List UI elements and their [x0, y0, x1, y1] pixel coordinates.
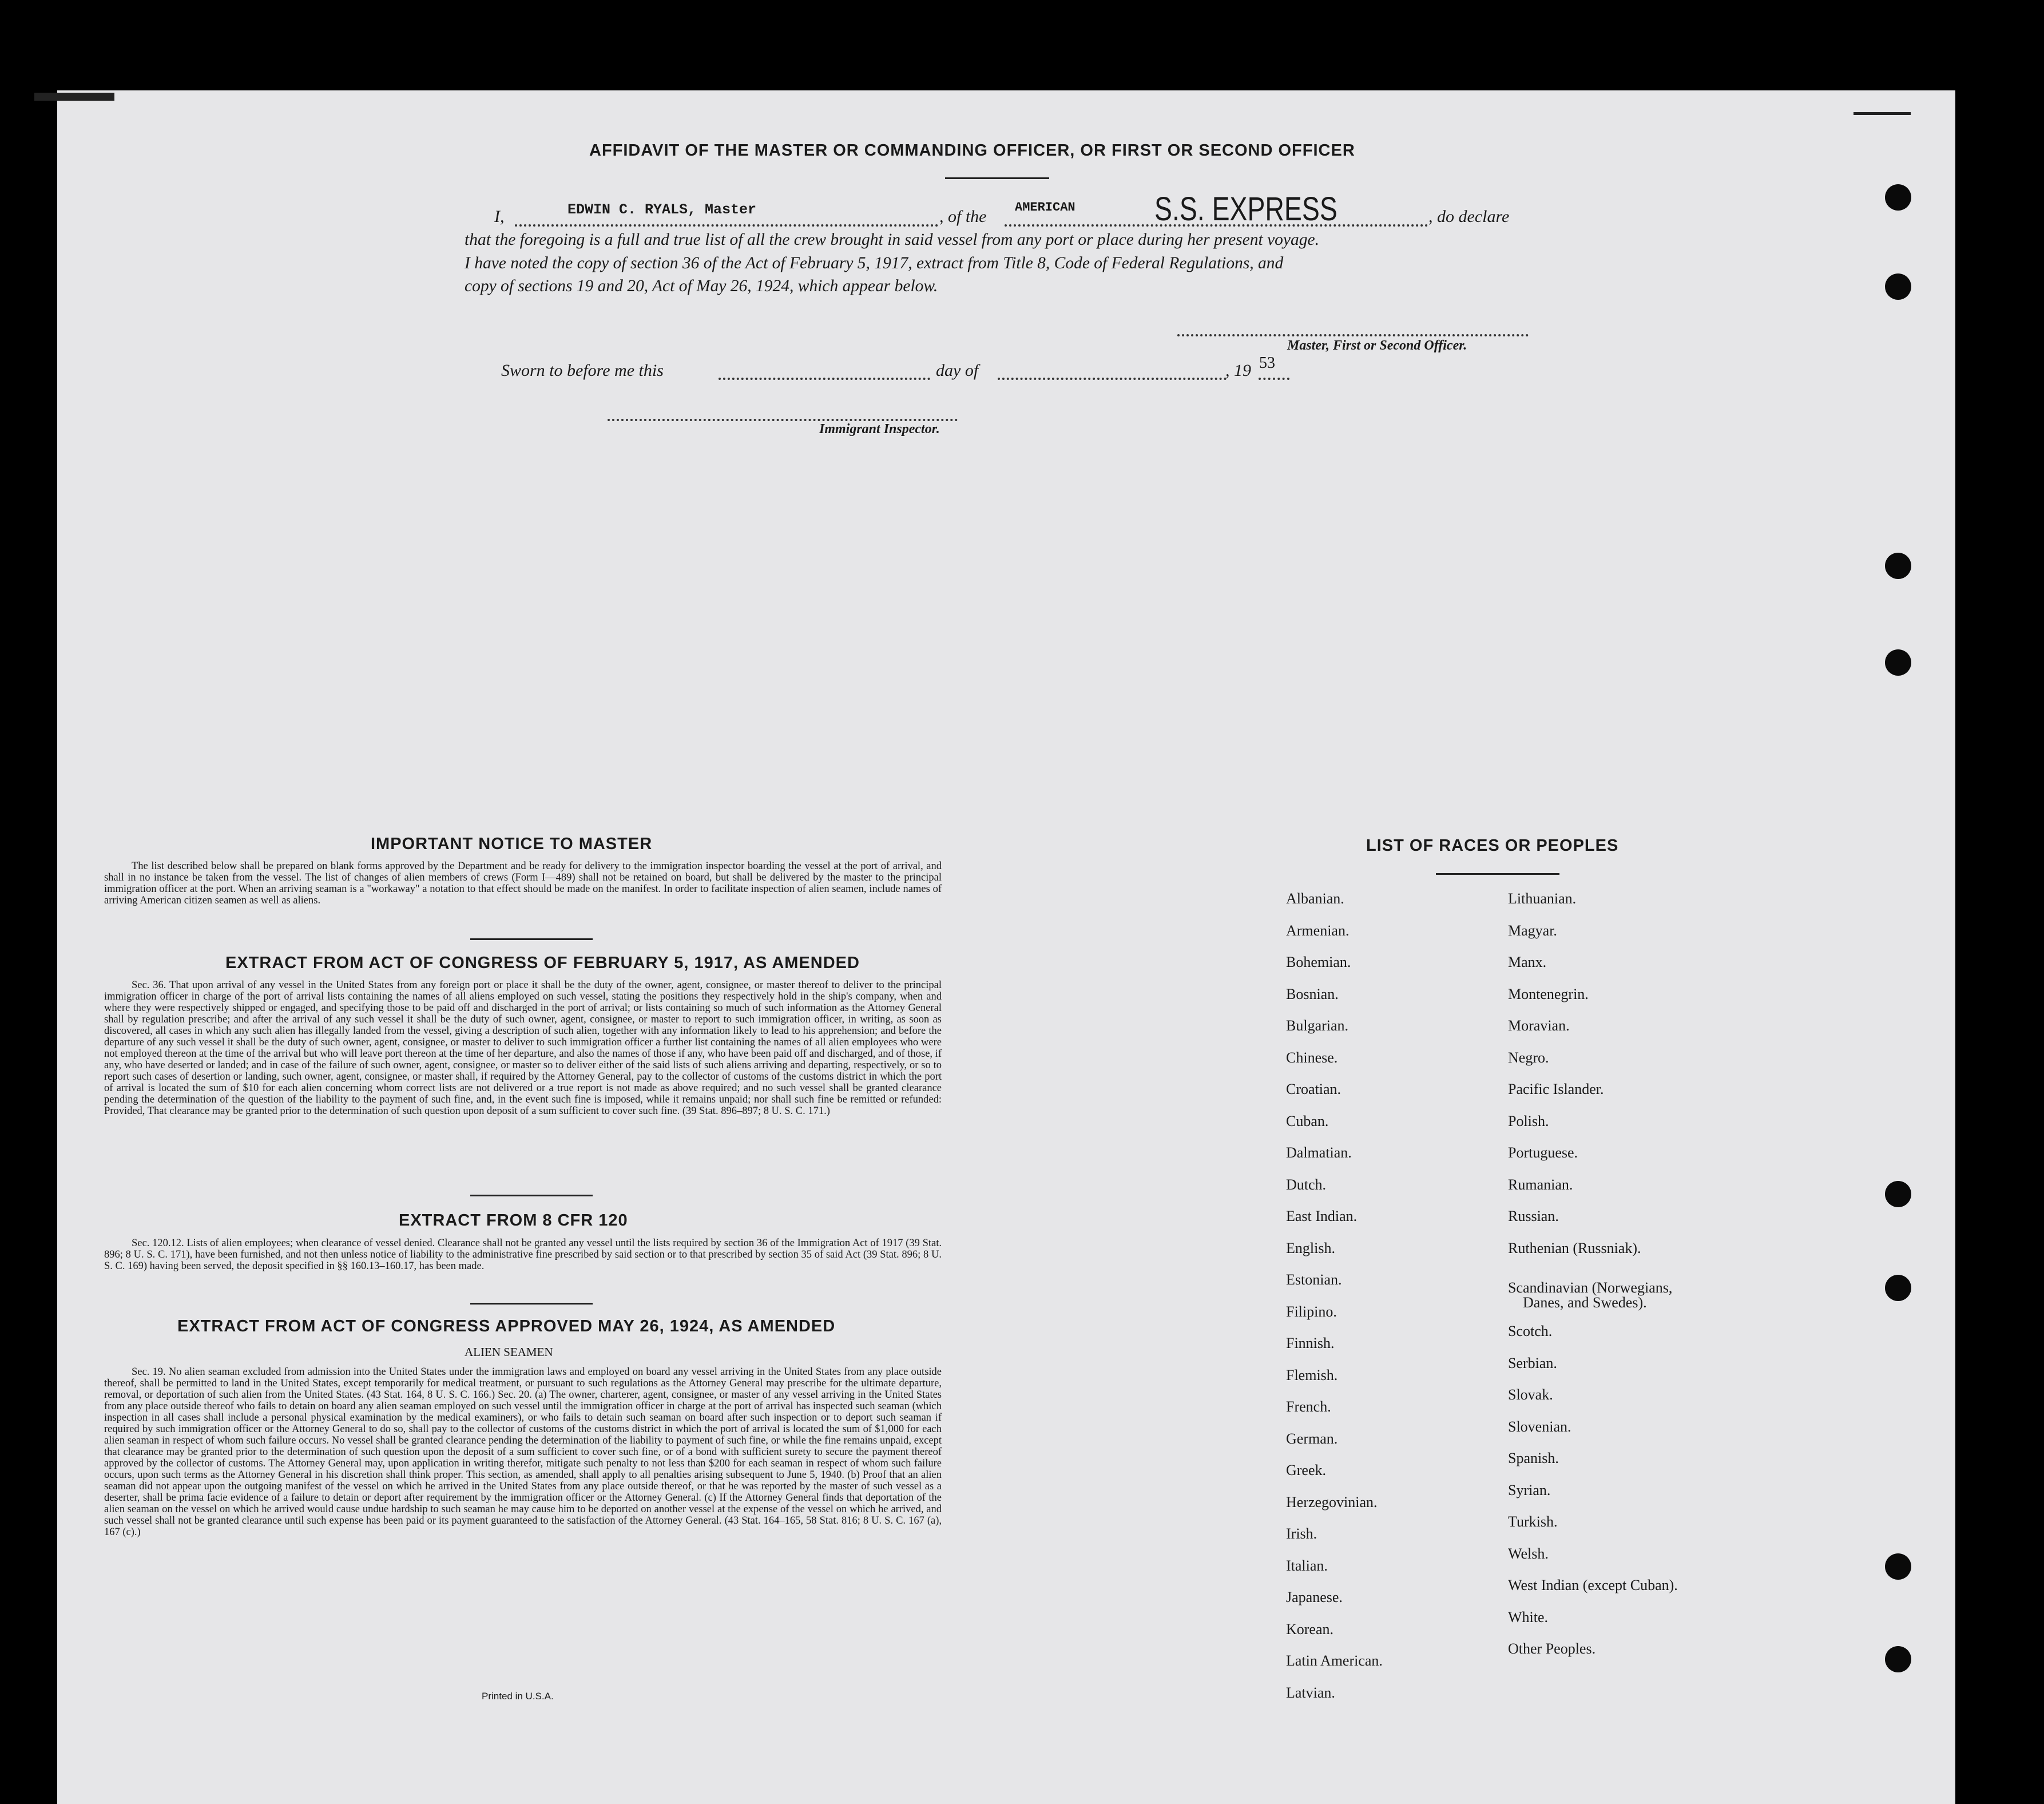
- race-item: Welsh.: [1508, 1545, 1549, 1562]
- binder-hole: [1885, 273, 1911, 300]
- sworn-month-line: [998, 378, 1227, 380]
- race-item: Italian.: [1286, 1557, 1328, 1574]
- affidavit-line-3: I have noted the copy of section 36 of the Act of February 5, 1917, extract from Title 8, Code of Federal Regulations, and: [465, 254, 1284, 272]
- nationality-field[interactable]: AMERICAN: [1015, 200, 1075, 215]
- race-item: Latin American.: [1286, 1652, 1383, 1669]
- races-list-right: [1508, 890, 1678, 1672]
- extract-1924-title: EXTRACT FROM ACT OF CONGRESS APPROVED MAY 26, 1924, AS AMENDED: [177, 1317, 836, 1335]
- of-the-label: , of the: [939, 207, 987, 226]
- extract-1917-title: EXTRACT FROM ACT OF CONGRESS OF FEBRUARY 5, 1917, AS AMENDED: [225, 954, 860, 972]
- scan-smudge: [34, 93, 114, 101]
- title-rule: [945, 177, 1049, 179]
- races-title: LIST OF RACES OR PEOPLES: [1366, 836, 1619, 855]
- race-item: East Indian.: [1286, 1208, 1358, 1224]
- race-item: English.: [1286, 1239, 1335, 1256]
- inspector-label: Immigrant Inspector.: [819, 422, 940, 437]
- extract-1924-text: Sec. 19. No alien seaman excluded from admission into the United States under the immigration laws and employed on board any vessel arriving in the United States from any place outside thereof, shall be permitted to land in the United States, except temporarily for medical treatment, or pursuant to such regulations as the Attorney General may prescribe for the ultimate departure, removal, or deportation of such alien from the United States. (43 Stat. 164, 8 U. S. C. 166.) Sec. 20. (a) The owner, charterer, agent, consignee, or master of any vessel arriving in the United States from any place outside thereof who fails to detain on board any alien seaman employed on such vessel until the immigration officer in charge at the port of arrival has inspected such seaman (which inspection in all cases shall include a personal physical examination by the medical examiners), or who fails to detain such seaman on board after such inspection or to deport such seaman if required by such immigration officer or the Attorney General to do so, shall pay to the collector of customs of the customs district in which the port of arrival is located the sum of $1,000 for each alien seaman in respect of whom such failure occurs. No vessel shall be granted clearance pending the determination of the liability to payment of such fine, or while the fine remains unpaid, except that clearance may be granted prior to the determination of such question upon the deposit of a sum sufficient to cover such fine, or of a bond with sufficient surety to secure the payment thereof approved by the collector of customs. The Attorney General may, upon application in writing therefor, mitigate such penalty to not less than $200 for each seaman in respect of whom such failure occurs, upon such terms as the Attorney General in his discretion shall think proper. This section, as amended, shall apply to all penalties arising subsequent to June 5, 1940. (b) Proof that an alien seaman did not appear upon the outgoing manifest of the vessel on which he arrived in the United States from any place outside thereof, or that he was reported by the master of such vessel as a deserter, shall be prima facie evidence of a failure to detain or deport after requirement by the immigration officer or the Attorney General. (c) If the Attorney General finds that deportation of the alien seaman on the vessel on which he arrived would cause undue hardship to such seaman he may cause him to be deported on another vessel at the expense of the vessel on which he arrived, and such vessel shall not be granted clearance until such expense has been paid or its payment guaranteed to the satisfaction of the Attorney General. (43 Stat. 164–165, 58 Stat. 816; 8 U. S. C. 167 (a), 167 (c).): [104, 1366, 942, 1538]
- race-item: Ruthenian (Russniak).: [1508, 1239, 1641, 1256]
- race-item: Polish.: [1508, 1112, 1549, 1129]
- race-item: Irish.: [1286, 1525, 1317, 1542]
- race-item: Danes, and Swedes).: [1523, 1294, 1647, 1311]
- race-item: Korean.: [1286, 1620, 1334, 1638]
- race-item: Spanish.: [1508, 1450, 1559, 1466]
- race-item: Finnish.: [1286, 1335, 1335, 1351]
- binder-hole: [1885, 1181, 1911, 1207]
- extract-1917-text: Sec. 36. That upon arrival of any vessel in the United States from any foreign port or place it shall be the duty of the owner, agent, consignee, or master thereof to deliver to the principal immigration officer in charge of the port of arrival lists containing the names of all aliens employed on such vessel, stating the positions they respectively hold in the ship's company, when and where they were respectively shipped or engaged, and specifying those to be paid off and discharged in the port of arrival; or lists containing so much of such information as the Attorney General shall by regulation prescribe; and after the arrival of any such vessel it shall be the duty of such owner, agent, consignee, or master to report to such immigration officer, in writing, as soon as discovered, all cases in which any such alien has illegally landed from the vessel, giving a description of such alien, together with any information likely to lead to his apprehension; and before the departure of any such vessel it shall be the duty of such owner, agent, consignee, or master to deliver to such immigration officer a further list containing the names of all alien employees who were not employed thereon at the time of the arrival but who will leave port thereon at the time of her departure, and also the names of those if any, who have been paid off and discharged, and of those, if any, who have deserted or landed; and in case of the failure of such owner, agent, consignee, or master so to deliver either of the said lists of such aliens arriving and departing, respectively, or so to report such cases of desertion or landing, such owner, agent, consignee, or master shall, if required by the Attorney General, pay to the collector of customs of the customs district in which the port of arrival is located the sum of $10 for each alien concerning whom correct lists are not delivered or a true report is not made as above required; and no such vessel shall be granted clearance pending the determination of the question of the liability to the payment of such fine, and, in the event such fine is imposed, while it remains unpaid; nor shall such fine be remitted or refunded: Provided, That clearance may be granted prior to the determination of such question upon deposit of a sum sufficient to cover such fine. (39 Stat. 896–897; 8 U. S. C. 171.): [104, 980, 942, 1117]
- race-item: Bohemian.: [1286, 954, 1351, 970]
- notice-text: The list described below shall be prepared on blank forms approved by the Department and be ready for delivery to the immigration inspector boarding the vessel at the port of arrival, and shall in no instance be taken from the vessel. The list of changes of alien members of crews (Form I—489) shall not be retained on board, but shall be delivered by the master to the principal immigration officer at the port. When an arriving seaman is a "workaway" a notation to that effect should be made on the manifest. In order to facilitate inspection of alien seamen, include names of arriving American citizen seamen as well as aliens.: [104, 861, 942, 906]
- scan-smudge: [1854, 112, 1911, 115]
- signature-label: Master, First or Second Officer.: [1287, 338, 1467, 353]
- race-item: Lithuanian.: [1508, 890, 1577, 907]
- race-item: Estonian.: [1286, 1271, 1342, 1288]
- race-item: Japanese.: [1286, 1589, 1343, 1605]
- race-item: Pacific Islander.: [1508, 1081, 1604, 1097]
- printed-in-usa: Printed in U.S.A.: [482, 1691, 554, 1702]
- binder-hole: [1885, 1275, 1911, 1301]
- signature-line: [1177, 334, 1529, 336]
- race-item: Flemish.: [1286, 1366, 1338, 1383]
- sworn-day-line: [719, 378, 930, 380]
- inspector-line: [608, 419, 958, 421]
- race-item: Scotch.: [1508, 1323, 1553, 1339]
- binder-hole: [1885, 1553, 1911, 1580]
- i-label: I,: [494, 207, 505, 226]
- race-item: Rumanian.: [1508, 1176, 1573, 1193]
- races-title-rule: [1436, 873, 1559, 875]
- name-line: [515, 224, 938, 227]
- do-declare-label: , do declare: [1428, 207, 1510, 226]
- race-item: Scandinavian (Norwegians,: [1508, 1279, 1673, 1296]
- race-item: Montenegrin.: [1508, 985, 1589, 1002]
- extract-cfr-text: Sec. 120.12. Lists of alien employees; when clearance of vessel denied. Clearance shall not be granted any vessel until the lists required by section 36 of the Immigration Act of 1917 (39 Stat. 896; 8 U. S. C. 171), have been furnished, and not then unless notice of liability to the administrative fine prescribed by said section or to that prescribed by section 35 of said Act (39 Stat. 896; 8 U. S. C. 169) having been served, the deposit specified in §§ 160.13–160.17, has been made.: [104, 1238, 942, 1272]
- section-rule: [470, 938, 593, 940]
- binder-hole: [1885, 184, 1911, 211]
- race-item: Filipino.: [1286, 1303, 1337, 1320]
- extract-cfr-title: EXTRACT FROM 8 CFR 120: [399, 1211, 628, 1230]
- affidavit-line-4: copy of sections 19 and 20, Act of May 26, 1924, which appear below.: [465, 277, 938, 295]
- race-item: Bulgarian.: [1286, 1017, 1349, 1034]
- race-item: Cuban.: [1286, 1112, 1329, 1129]
- race-item: Serbian.: [1508, 1354, 1557, 1371]
- race-item: Turkish.: [1508, 1513, 1558, 1530]
- race-item: Slovenian.: [1508, 1418, 1571, 1435]
- race-item: Croatian.: [1286, 1081, 1342, 1097]
- race-item: French.: [1286, 1398, 1331, 1415]
- race-item: Armenian.: [1286, 922, 1350, 939]
- race-item: White.: [1508, 1608, 1549, 1625]
- affidavit-line-2: that the foregoing is a full and true list of all the crew brought in said vessel from any port or place during her present voyage.: [465, 231, 1319, 249]
- section-rule: [470, 1195, 593, 1196]
- year-field[interactable]: 53: [1259, 354, 1275, 372]
- race-item: Dalmatian.: [1286, 1144, 1352, 1161]
- day-of-label: day of: [936, 361, 979, 380]
- section-rule: [470, 1303, 593, 1305]
- race-item: Albanian.: [1286, 890, 1344, 907]
- race-item: Dutch.: [1286, 1176, 1327, 1193]
- vessel-name[interactable]: S.S. EXPRESS: [1154, 191, 1337, 228]
- binder-hole: [1885, 649, 1911, 676]
- binder-hole: [1885, 1646, 1911, 1672]
- master-name[interactable]: EDWIN C. RYALS, Master: [567, 201, 757, 218]
- year-line: [1259, 378, 1289, 380]
- affidavit-title: AFFIDAVIT OF THE MASTER OR COMMANDING OFFICER, OR FIRST OR SECOND OFFICER: [589, 141, 1355, 160]
- race-item: Syrian.: [1508, 1481, 1551, 1498]
- race-item: Bosnian.: [1286, 985, 1339, 1002]
- race-item: Magyar.: [1508, 922, 1557, 939]
- race-item: Manx.: [1508, 954, 1547, 970]
- race-item: Other Peoples.: [1508, 1640, 1596, 1657]
- race-item: Slovak.: [1508, 1386, 1553, 1403]
- race-item: Negro.: [1508, 1049, 1549, 1066]
- races-list-left: [1286, 890, 1383, 1716]
- notice-title: IMPORTANT NOTICE TO MASTER: [371, 835, 653, 853]
- extract-1924-subtitle: ALIEN SEAMEN: [465, 1345, 553, 1359]
- sworn-label: Sworn to before me this: [501, 361, 664, 380]
- race-item: Herzegovinian.: [1286, 1493, 1378, 1510]
- race-item: Portuguese.: [1508, 1144, 1578, 1161]
- race-item: Russian.: [1508, 1208, 1559, 1224]
- binder-hole: [1885, 553, 1911, 579]
- race-item: West Indian (except Cuban).: [1508, 1577, 1678, 1593]
- race-item: Greek.: [1286, 1462, 1327, 1478]
- race-item: Moravian.: [1508, 1017, 1570, 1034]
- race-item: Chinese.: [1286, 1049, 1338, 1066]
- year-prefix: , 19: [1225, 361, 1251, 380]
- race-item: Latvian.: [1286, 1684, 1335, 1701]
- race-item: German.: [1286, 1430, 1338, 1447]
